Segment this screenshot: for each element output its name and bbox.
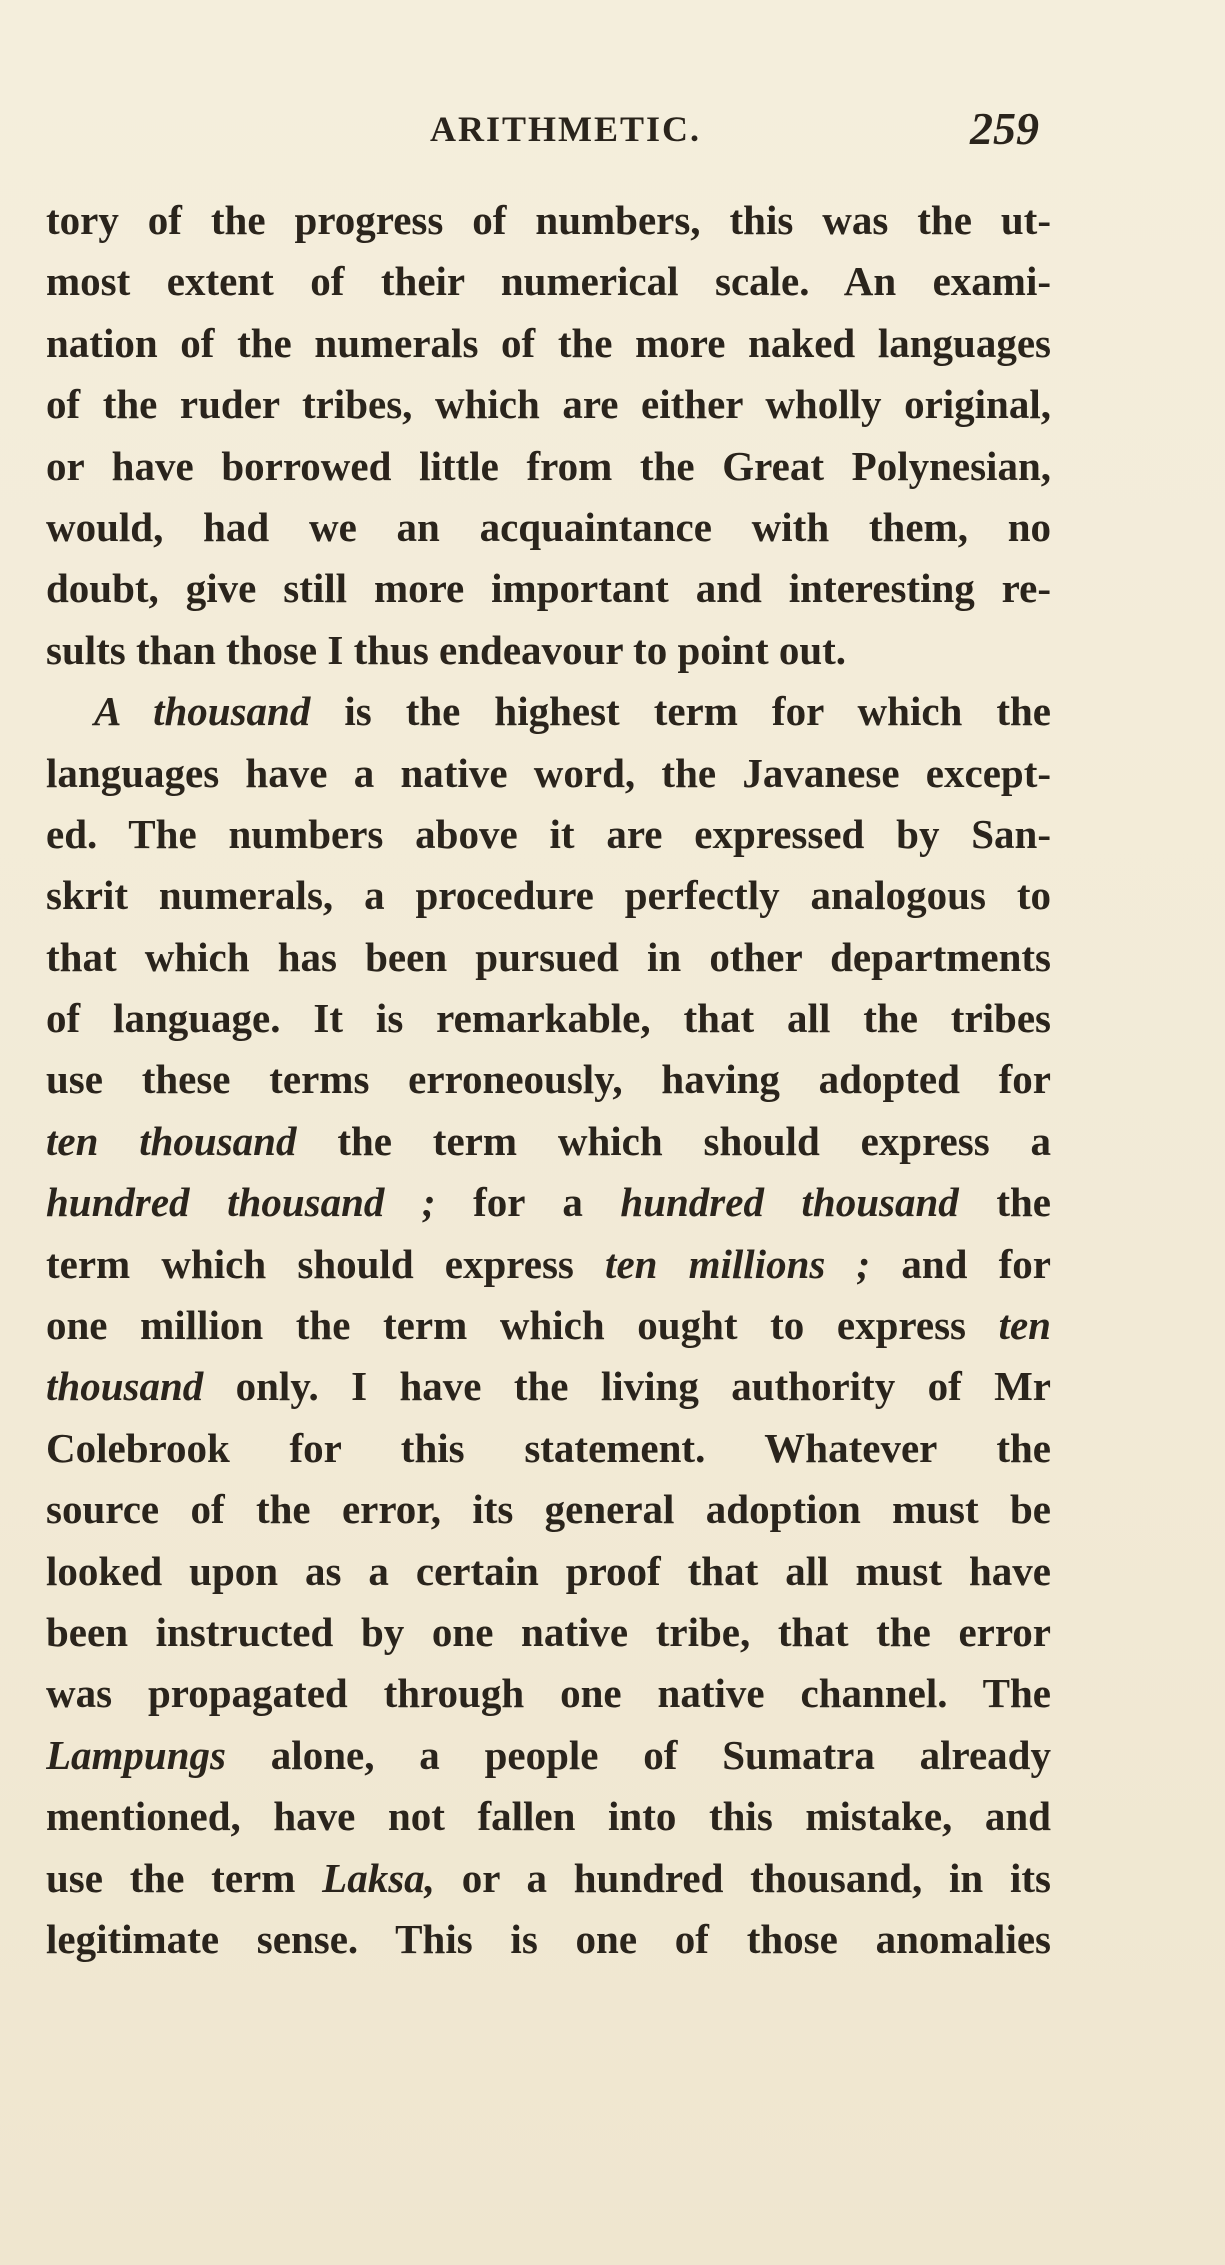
italic-text: hundred thousand bbox=[620, 1179, 959, 1226]
text-line bbox=[46, 1418, 1051, 1479]
text-segment: languages have a native word, the Javanese except- bbox=[46, 749, 1051, 796]
text-line bbox=[46, 436, 1051, 497]
text-line bbox=[46, 558, 1051, 619]
text-segment: skrit numerals, a procedure perfectly analogous to bbox=[46, 872, 1051, 919]
text-segment: term which should express bbox=[46, 1240, 606, 1287]
italic-text: A thousand bbox=[94, 688, 311, 735]
text-segment: the bbox=[958, 1179, 1051, 1226]
text-segment: one million the term which ought to express bbox=[46, 1302, 999, 1349]
text-line bbox=[46, 190, 1051, 251]
text-segment: use these terms erroneously, having adopted for bbox=[46, 1056, 1051, 1103]
text-line bbox=[46, 1541, 1051, 1602]
text-segment: would, had we an acquaintance with them, no bbox=[46, 503, 1051, 550]
text-line bbox=[46, 927, 1051, 988]
text-line bbox=[46, 497, 1051, 558]
italic-text: Laksa, bbox=[322, 1854, 435, 1901]
body-text bbox=[46, 190, 1051, 1970]
text-segment: sults than those I thus endeavour to point out. bbox=[46, 626, 847, 673]
text-line bbox=[46, 1049, 1051, 1110]
text-segment: legitimate sense. This is one of those anomalies bbox=[46, 1915, 1051, 1962]
text-line bbox=[46, 374, 1051, 435]
text-line bbox=[46, 1295, 1051, 1356]
italic-text: ten thousand bbox=[46, 1117, 297, 1164]
page-header bbox=[0, 103, 1225, 168]
text-segment: source of the error, its general adoption must be bbox=[46, 1486, 1051, 1533]
text-segment: and for bbox=[870, 1240, 1051, 1287]
text-segment: nation of the numerals of the more naked languages bbox=[46, 319, 1051, 366]
text-line bbox=[46, 620, 1051, 681]
text-line bbox=[46, 251, 1051, 312]
text-line bbox=[46, 1111, 1051, 1172]
text-line bbox=[46, 1602, 1051, 1663]
text-segment: or a hundred thousand, in its bbox=[434, 1854, 1051, 1901]
italic-text: thousand bbox=[46, 1363, 204, 1410]
text-segment: looked upon as a certain proof that all must have bbox=[46, 1547, 1051, 1594]
text-line bbox=[46, 1172, 1051, 1233]
text-segment: is the highest term for which the bbox=[310, 688, 1051, 735]
text-segment: most extent of their numerical scale. An exami- bbox=[46, 258, 1051, 305]
text-line bbox=[46, 313, 1051, 374]
text-line bbox=[46, 1234, 1051, 1295]
text-line bbox=[46, 1848, 1051, 1909]
text-segment: of the ruder tribes, which are either wholly original, bbox=[46, 381, 1051, 428]
text-segment: alone, a people of Sumatra already bbox=[226, 1731, 1051, 1778]
italic-text: ten millions ; bbox=[605, 1240, 871, 1287]
text-segment: that which has been pursued in other departments bbox=[46, 933, 1051, 980]
text-line bbox=[46, 1479, 1051, 1540]
text-segment: ed. The numbers above it are expressed by San- bbox=[46, 810, 1051, 857]
text-segment: tory of the progress of numbers, this was the ut- bbox=[46, 197, 1051, 243]
running-title: ARITHMETIC. bbox=[430, 109, 702, 149]
text-segment: mentioned, have not fallen into this mistake, and bbox=[46, 1793, 1051, 1840]
text-segment: doubt, give still more important and interesting re- bbox=[46, 565, 1051, 612]
page-number: 259 bbox=[970, 103, 1039, 154]
text-line bbox=[46, 681, 1051, 742]
text-line bbox=[46, 1786, 1051, 1847]
text-segment: use the term bbox=[46, 1854, 323, 1901]
text-line bbox=[46, 1356, 1051, 1417]
text-line bbox=[46, 988, 1051, 1049]
text-segment: Colebrook for this statement. Whatever the bbox=[46, 1424, 1051, 1471]
text-segment: been instructed by one native tribe, that the error bbox=[46, 1608, 1051, 1655]
text-line bbox=[46, 1663, 1051, 1724]
text-segment: for a bbox=[435, 1179, 621, 1226]
italic-text: hundred thousand ; bbox=[46, 1179, 436, 1226]
text-segment: or have borrowed little from the Great Polynesian, bbox=[46, 442, 1051, 489]
text-segment: was propagated through one native channel. The bbox=[46, 1670, 1051, 1717]
text-line bbox=[46, 1725, 1051, 1786]
text-segment: of language. It is remarkable, that all the tribes bbox=[46, 995, 1051, 1042]
text-line bbox=[46, 804, 1051, 865]
text-line bbox=[46, 865, 1051, 926]
text-segment: the term which should express a bbox=[296, 1117, 1051, 1164]
italic-text: ten bbox=[998, 1302, 1051, 1349]
text-line bbox=[46, 743, 1051, 804]
italic-text: Lampungs bbox=[46, 1731, 226, 1778]
text-line bbox=[46, 1909, 1051, 1970]
text-segment: only. I have the living authority of Mr bbox=[203, 1363, 1051, 1410]
